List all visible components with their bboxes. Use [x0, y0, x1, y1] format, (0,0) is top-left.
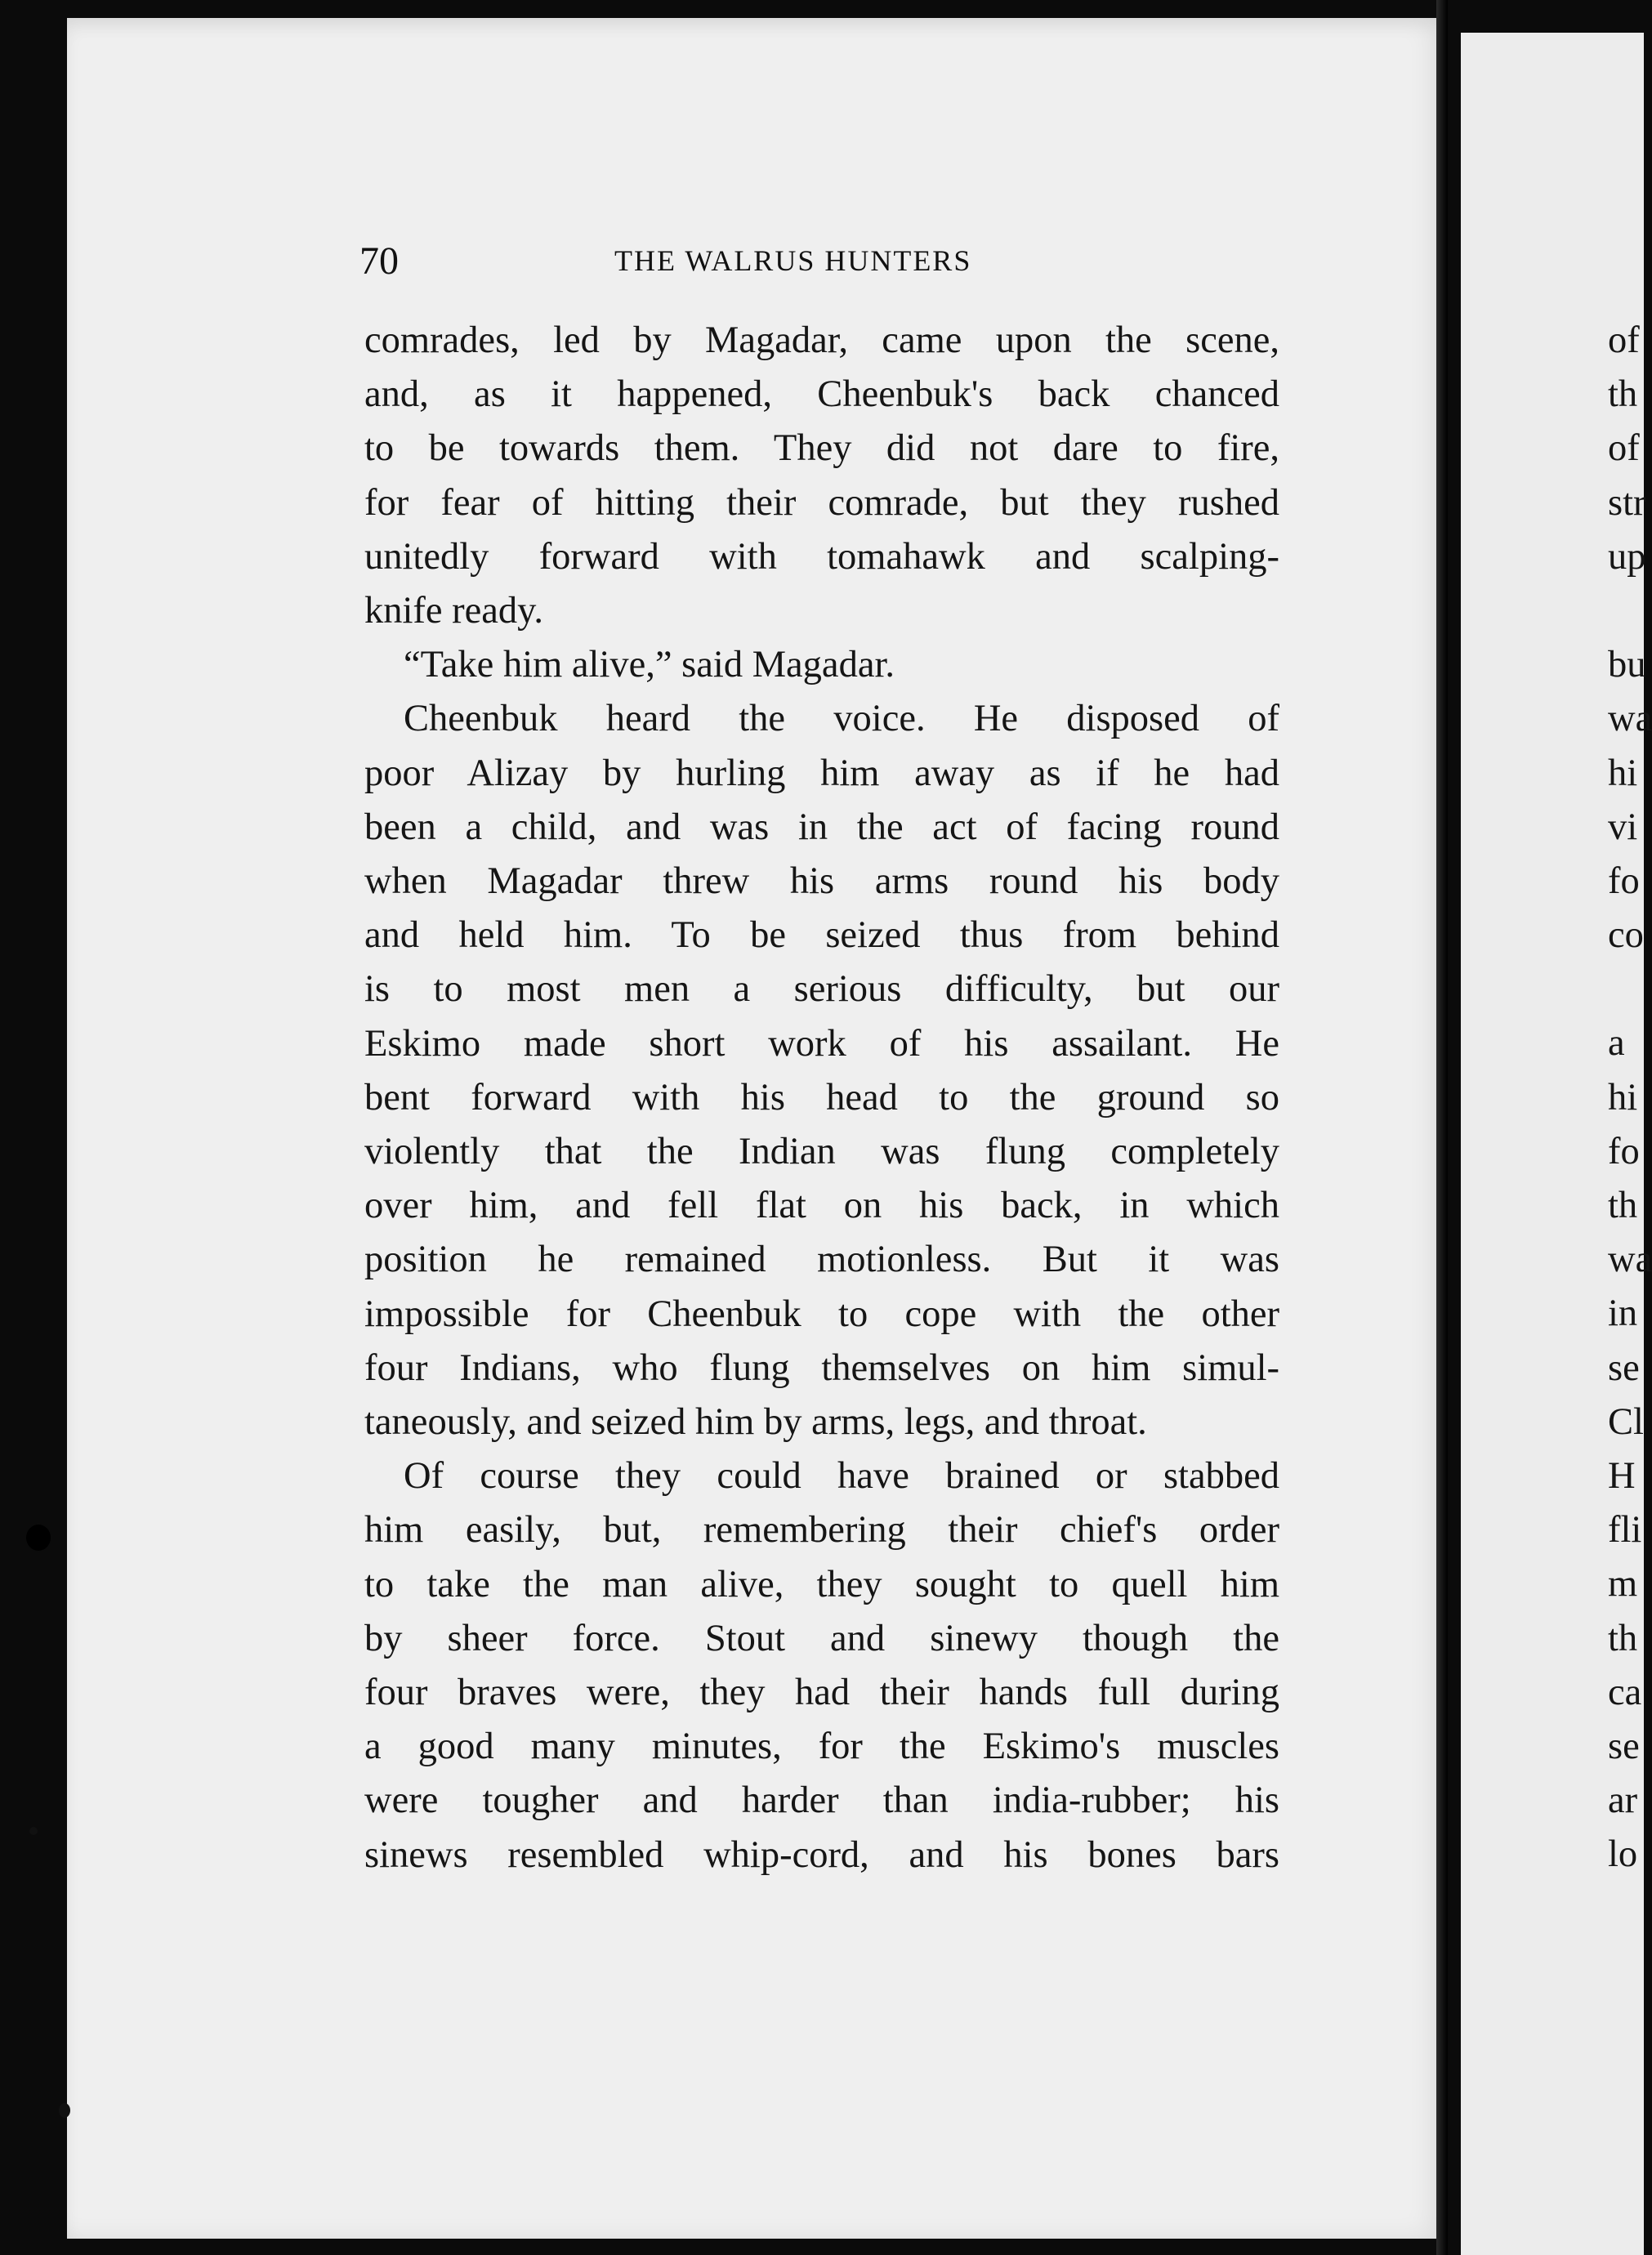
- facing-fragment: wa: [1608, 698, 1652, 740]
- text-line: position he remained motionless. But it was: [364, 1239, 1279, 1281]
- text-line: poor Alizay by hurling him away as if he had: [364, 752, 1279, 794]
- text-line: comrades, led by Magadar, came upon the scene,: [364, 319, 1279, 361]
- scan-speck: [26, 1525, 51, 1551]
- text-line: to be towards them. They did not dare to fire,: [364, 427, 1279, 470]
- text-line: and, as it happened, Cheenbuk's back chanced: [364, 373, 1279, 416]
- text-line: him easily, but, remembering their chief's order: [364, 1509, 1279, 1552]
- facing-fragment: ca: [1608, 1671, 1642, 1713]
- facing-fragment: vi: [1608, 806, 1638, 848]
- running-title: THE WALRUS HUNTERS: [614, 244, 972, 277]
- facing-fragment: se: [1608, 1725, 1640, 1767]
- book-gutter: [1436, 0, 1448, 2255]
- facing-fragment: co: [1608, 914, 1644, 957]
- text-line: bent forward with his head to the ground so: [364, 1076, 1279, 1119]
- text-line: four braves were, they had their hands full during: [364, 1672, 1279, 1714]
- text-line: and held him. To be seized thus from behind: [364, 914, 1279, 957]
- facing-fragment: a: [1608, 1022, 1625, 1065]
- text-line: for fear of hitting their comrade, but they rushed: [364, 481, 1279, 524]
- page-number: 70: [359, 239, 399, 283]
- facing-fragment: bu: [1608, 644, 1646, 686]
- facing-fragment: str: [1608, 481, 1646, 524]
- text-line: Of course they could have brained or stabbed: [404, 1455, 1279, 1498]
- facing-page-text: [1608, 314, 1652, 1882]
- text-line: “Take him alive,” said Magadar.: [404, 644, 895, 686]
- facing-fragment: se: [1608, 1346, 1640, 1389]
- text-line: four Indians, who flung themselves on him simul-: [364, 1346, 1279, 1389]
- facing-fragment: hi: [1608, 1076, 1638, 1119]
- text-line: is to most men a serious difficulty, but our: [364, 968, 1279, 1011]
- text-line: by sheer force. Stout and sinewy though the: [364, 1617, 1279, 1659]
- text-line: unitedly forward with tomahawk and scalping-: [364, 535, 1279, 578]
- facing-fragment: th: [1608, 1185, 1638, 1226]
- facing-fragment: th: [1608, 373, 1638, 416]
- text-line: knife ready.: [364, 590, 544, 632]
- facing-fragment: fo: [1608, 860, 1640, 902]
- facing-fragment: wa: [1608, 1239, 1652, 1281]
- facing-fragment: ar: [1608, 1779, 1638, 1822]
- facing-fragment: fo: [1608, 1130, 1640, 1172]
- text-line: over him, and fell flat on his back, in which: [364, 1185, 1279, 1227]
- text-line: were tougher and harder than india-rubber; his: [364, 1779, 1279, 1822]
- facing-fragment: H: [1608, 1454, 1636, 1497]
- facing-fragment: lo: [1608, 1833, 1638, 1876]
- text-line: Cheenbuk heard the voice. He disposed of: [404, 698, 1279, 740]
- text-line: Eskimo made short work of his assailant. He: [364, 1022, 1279, 1065]
- text-line: sinews resembled whip-cord, and his bones bars: [364, 1833, 1279, 1876]
- facing-fragment: [1608, 584, 1644, 638]
- text-line: been a child, and was in the act of facing round: [364, 806, 1279, 848]
- facing-fragment: up: [1608, 535, 1646, 578]
- body-text: [364, 314, 1279, 1882]
- scan-speck: [59, 2103, 70, 2118]
- facing-fragment: th: [1608, 1617, 1638, 1659]
- facing-fragment: Cl: [1608, 1400, 1644, 1443]
- scan-speck: [29, 1827, 38, 1835]
- text-line: to take the man alive, they sought to quell him: [364, 1563, 1279, 1605]
- facing-fragment: in: [1608, 1293, 1638, 1335]
- text-line: a good many minutes, for the Eskimo's muscles: [364, 1726, 1279, 1768]
- facing-fragment: of: [1608, 427, 1640, 470]
- text-line: taneously, and seized him by arms, legs, and throat.: [364, 1401, 1147, 1444]
- facing-fragment: fli: [1608, 1509, 1642, 1552]
- facing-fragment: [1608, 962, 1644, 1016]
- text-line: impossible for Cheenbuk to cope with the other: [364, 1293, 1279, 1335]
- facing-fragment: m: [1608, 1563, 1638, 1605]
- running-head: [359, 239, 1356, 288]
- text-line: when Magadar threw his arms round his body: [364, 860, 1279, 903]
- facing-fragment: hi: [1608, 752, 1638, 794]
- facing-fragment: of: [1608, 319, 1640, 361]
- text-line: violently that the Indian was flung completely: [364, 1131, 1279, 1173]
